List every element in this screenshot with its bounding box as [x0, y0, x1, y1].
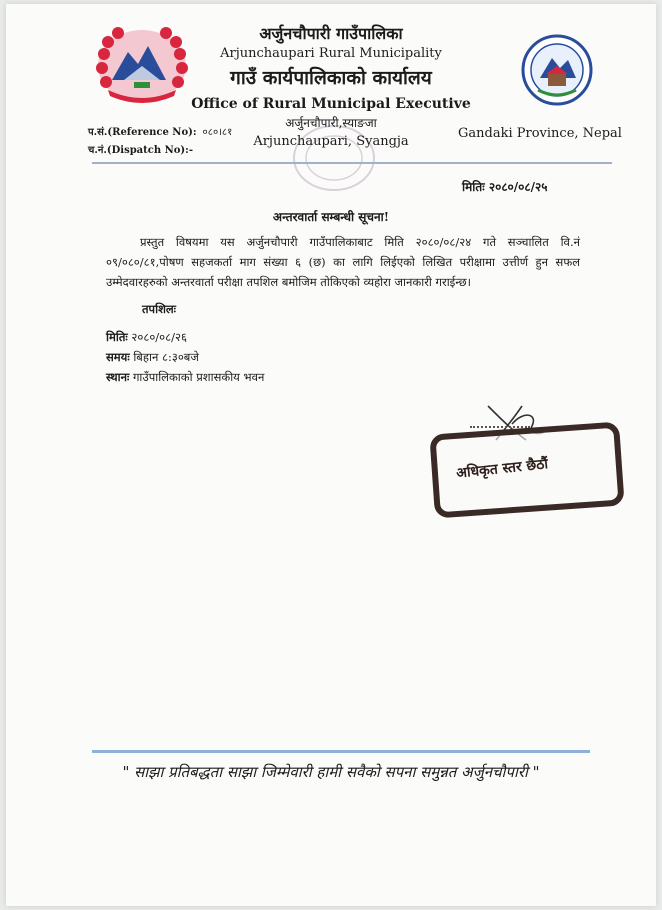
municipality-name-np: अर्जुनचौपारी गाउँपालिका: [259, 24, 403, 43]
detail-time: [106, 350, 199, 365]
faint-seal-icon: [290, 122, 378, 194]
details-heading: तपशिलः: [142, 302, 177, 316]
office-name-np: गाउँ कार्यपालिकाको कार्यालय: [230, 67, 432, 89]
reference-number: [88, 124, 232, 138]
detail-value: गाउँपालिकाको प्रशासकीय भवन: [132, 370, 265, 384]
letter-body: प्रस्तुत विषयमा यस अर्जुनचौपारी गाउँपालिकाबाट मिति २०८०/०८/२४ गते सञ्चालित वि.नं ०९/०८०/८१,पोषण सहजकर्ता माग संख्या ६ (छ) का लागि लिईएको लिखित परीक्षामा उत्तीर्ण हुन सफल उम्मेदवारहरुको अन्तरवार्ता परीक्षा तपशिल बमोजिम तोकिएको व्यहोरा जानकारी गराईन्छ।: [106, 235, 580, 289]
detail-value: २०८०/०८/२६: [131, 330, 187, 344]
footer-divider: [92, 750, 590, 753]
letter-subject: अन्तरवार्ता सम्बन्धी सूचना!: [272, 210, 390, 224]
province-label: Gandaki Province, Nepal: [458, 126, 622, 141]
stamp-text: अधिकृत स्तर छैठौं: [455, 456, 549, 482]
reference-label: प.सं.(Reference No):: [88, 127, 197, 138]
address-np: अर्जुनचौपारी,स्याङजा: [285, 116, 377, 130]
detail-date: [106, 330, 187, 345]
office-name-en: Office of Rural Municipal Executive: [191, 96, 471, 112]
detail-label: समयः: [106, 350, 130, 364]
reference-value: ०८०।८१: [202, 127, 233, 138]
letter-page: [6, 4, 656, 906]
dispatch-number: च.नं.(Dispatch No):-: [88, 145, 194, 156]
footer-slogan: " साझा प्रतिबद्धता साझा जिम्मेवारी हामी सवैको सपना समुन्नत अर्जुनचौपारी ": [122, 763, 540, 781]
letter-date: मितिः २०८०/०८/२५: [462, 180, 548, 194]
detail-value: बिहान ८:३०बजे: [133, 350, 199, 364]
municipality-name-en: Arjunchaupari Rural Municipality: [220, 46, 442, 61]
detail-place: [106, 370, 264, 385]
address-en: Arjunchaupari, Syangja: [253, 134, 409, 149]
detail-label: स्थानः: [106, 370, 130, 384]
detail-label: मितिः: [106, 330, 128, 344]
header-divider: [92, 162, 612, 164]
